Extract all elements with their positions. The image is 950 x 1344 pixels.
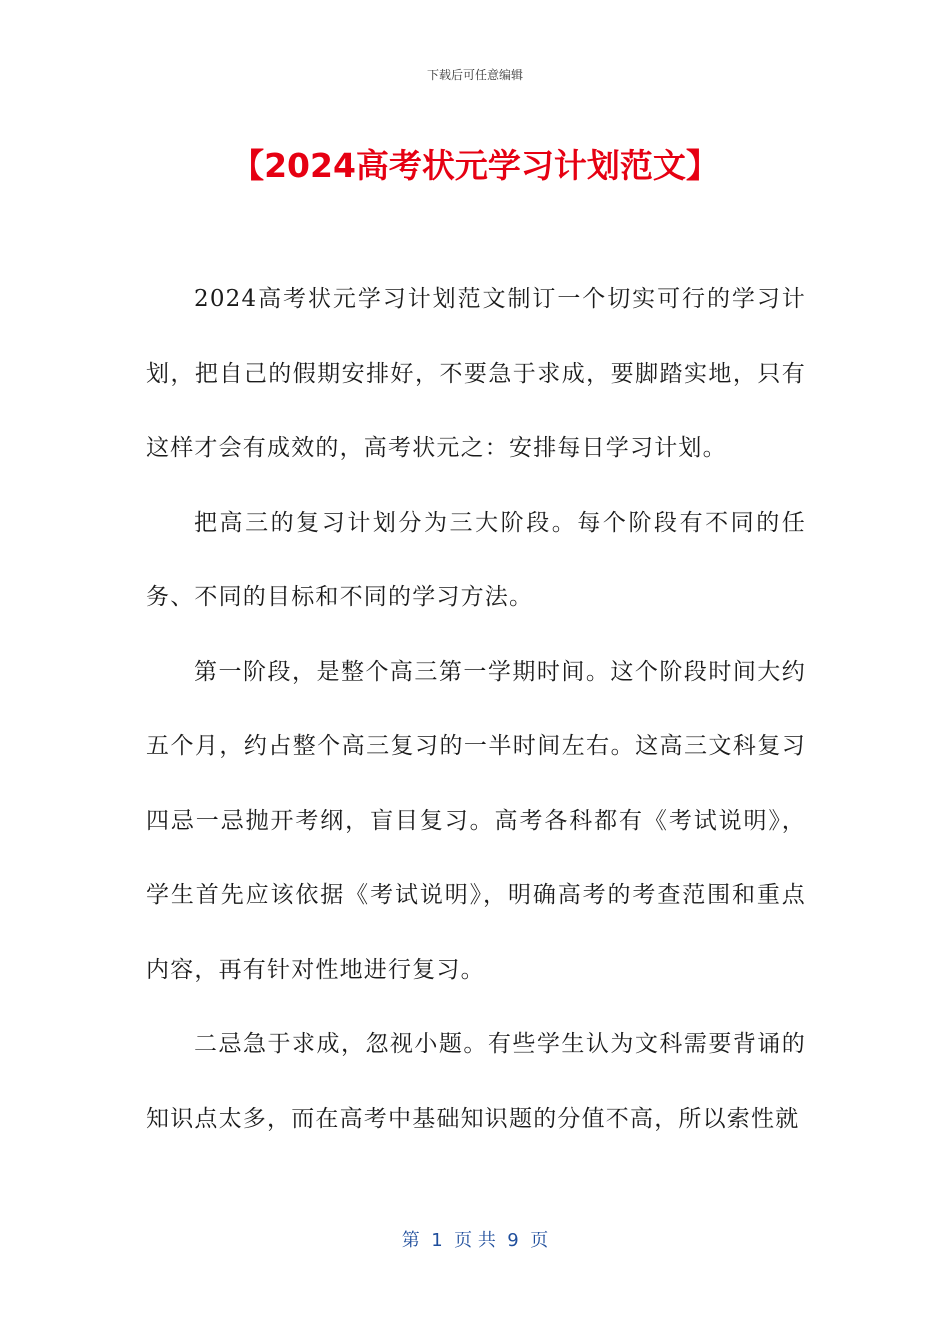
document-title: 【2024高考状元学习计划范文】: [231, 146, 719, 185]
paragraph-1: 2024高考状元学习计划范文制订一个切实可行的学习计划，把自己的假期安排好，不要急于求成，要脚踏实地，只有这样才会有成效的，高考状元之：安排每日学习计划。: [146, 286, 806, 461]
page-number-footer: 第 1 页 共 9 页: [401, 1230, 549, 1251]
paragraph-4: 二忌急于求成，忽视小题。有些学生认为文科需要背诵的知识点太多，而在高考中基础知识题的分值不高，所以索性就: [146, 1031, 806, 1132]
paragraph-3: 第一阶段，是整个高三第一学期时间。这个阶段时间大约五个月，约占整个高三复习的一半时间左右。这高三文科复习四忌一忌抛开考纲，盲目复习。高考各科都有《考试说明》，学生首先应该依据《考试说明》，明确高考的考查范围和重点内容，再有针对性地进行复习。: [146, 658, 806, 983]
paragraph-2: 把高三的复习计划分为三大阶段。每个阶段有不同的任务、不同的目标和不同的学习方法。: [146, 509, 806, 610]
header-note: 下载后可任意编辑: [426, 68, 523, 82]
document-body: [146, 262, 806, 1156]
